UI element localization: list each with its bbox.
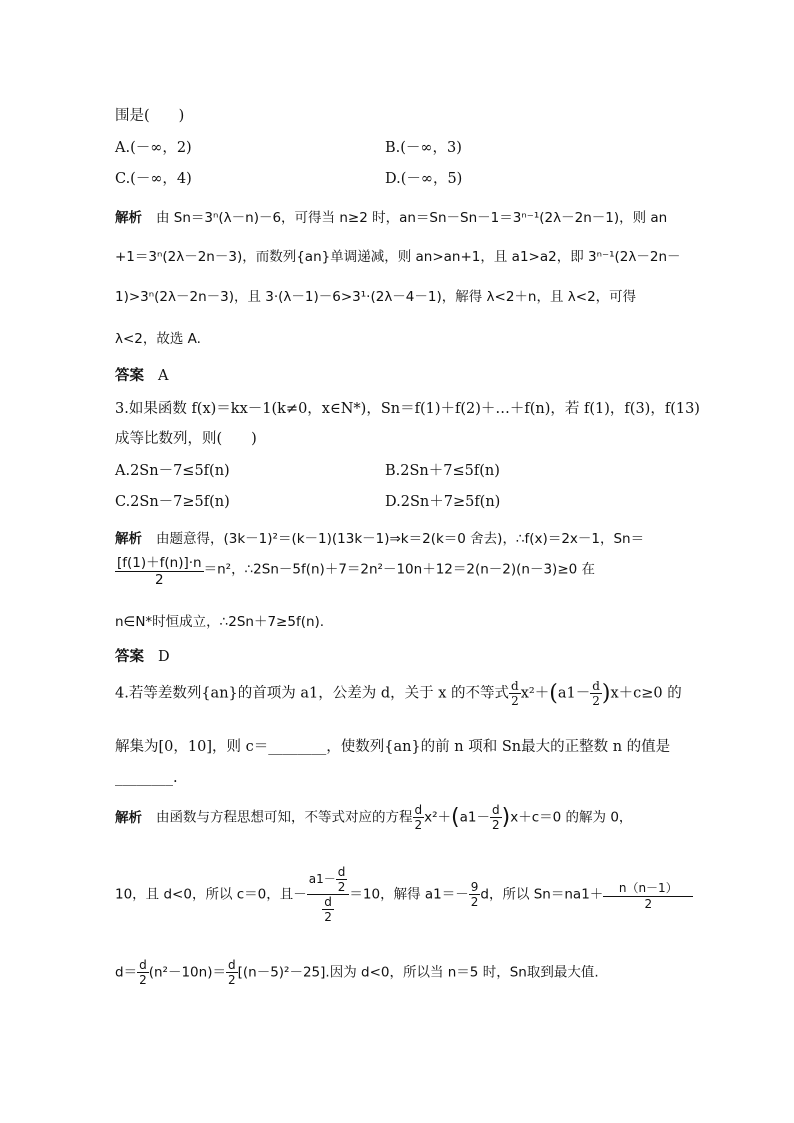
q2-analysis-line4: λ<2，故选 A. bbox=[115, 331, 201, 347]
analysis-text: x²＋ bbox=[424, 809, 452, 826]
analysis-text: 10，且 d<0，所以 c＝0，且－ bbox=[115, 886, 307, 903]
q3-analysis-line1 bbox=[115, 527, 644, 547]
fraction-denominator: 2 bbox=[337, 880, 346, 894]
analysis-text: [(n－5)²－25].因为 d<0，所以当 n＝5 时，Sn取到最大值. bbox=[237, 964, 599, 981]
analysis-text: a1－ bbox=[459, 809, 491, 826]
q4-stem-line2: 解集为[0，10]，则 c＝________，使数列{an}的前 n 项和 Sn最大的正整数 n 的值是 bbox=[115, 739, 671, 755]
analysis-text: 由函数与方程思想可知，不等式对应的方程 bbox=[156, 809, 413, 826]
q2-option-a: A.(－∞，2) bbox=[115, 140, 192, 156]
d-half-fraction-2 bbox=[226, 958, 238, 987]
fraction-numerator: d bbox=[226, 958, 238, 973]
fraction-denominator: 2 bbox=[644, 896, 653, 911]
q4-stem-line3: ________. bbox=[115, 770, 178, 786]
analysis-fraction-d2-b bbox=[490, 803, 502, 832]
nine-halves-fraction bbox=[469, 880, 481, 909]
q2-analysis-line3: 1)>3ⁿ(2λ－2n－3)，且 3·(λ－1)－6>3¹·(2λ－4－1)，解得 λ<2＋n，且 λ<2，可得 bbox=[115, 289, 637, 305]
numerator-text: a1－ bbox=[308, 872, 336, 886]
fraction-denominator: 2 bbox=[139, 973, 147, 987]
fraction-numerator: 9 bbox=[470, 880, 479, 894]
analysis-text: d，所以 Sn＝na1＋ bbox=[480, 886, 604, 903]
q3-option-a: A.2Sn－7≤5f(n) bbox=[115, 463, 230, 479]
q3-option-c: C.2Sn－7≥5f(n) bbox=[115, 494, 230, 510]
stem-fraction-d2-b bbox=[590, 679, 602, 708]
analysis-text: ＝10，解得 a1＝－ bbox=[349, 886, 469, 903]
fraction-numerator: d bbox=[322, 895, 334, 910]
fraction-denominator: 2 bbox=[324, 910, 332, 924]
answer-label: 答案 bbox=[115, 368, 144, 384]
q2-option-c: C.(－∞，4) bbox=[115, 171, 192, 187]
q3-analysis-line3: n∈N*时恒成立，∴2Sn＋7≥5f(n). bbox=[115, 614, 325, 630]
analysis-text: 由 Sn＝3ⁿ(λ－n)－6，可得当 n≥2 时，an＝Sn－Sn－1＝3ⁿ⁻¹(2λ－2n－1)，则 an bbox=[156, 210, 668, 226]
fraction-numerator: n（n－1） bbox=[603, 879, 693, 897]
q2-answer bbox=[115, 364, 168, 385]
sum-fraction bbox=[115, 551, 204, 588]
fraction-numerator: d bbox=[137, 958, 149, 973]
answer-value: D bbox=[158, 649, 170, 665]
fraction-numerator: [f(1)＋f(n)]·n bbox=[115, 551, 204, 572]
q3-stem-line2: 成等比数列，则( ) bbox=[115, 431, 257, 447]
stem-text: x²＋ bbox=[520, 685, 550, 702]
analysis-text: (n²－10n)＝ bbox=[148, 964, 226, 981]
fraction-denominator: 2 bbox=[592, 694, 600, 708]
paren-left: ( bbox=[549, 681, 558, 706]
q2-option-d: D.(－∞，5) bbox=[385, 171, 463, 187]
stem-text: x＋c≥0 的 bbox=[610, 685, 682, 702]
analysis-label: 解析 bbox=[115, 809, 142, 826]
q3-option-d: D.2Sn＋7≥5f(n) bbox=[385, 494, 501, 510]
stem-fraction-d2 bbox=[509, 679, 521, 708]
q4-analysis-line1 bbox=[115, 803, 632, 832]
stem-text: 4.若等差数列{an}的首项为 a1，公差为 d，关于 x 的不等式 bbox=[115, 685, 510, 702]
inner-fraction bbox=[322, 895, 334, 924]
n-fraction bbox=[603, 879, 693, 911]
q4-stem-line1 bbox=[115, 679, 682, 708]
fraction-numerator: d bbox=[490, 803, 502, 818]
fraction-numerator: d bbox=[511, 679, 519, 693]
analysis-label: 解析 bbox=[115, 531, 142, 547]
fraction-denominator: 2 bbox=[155, 572, 164, 588]
compound-numerator bbox=[307, 865, 350, 895]
fraction-denominator: 2 bbox=[227, 973, 236, 987]
answer-label: 答案 bbox=[115, 649, 144, 665]
paren-right: ) bbox=[601, 681, 611, 706]
fraction-numerator: d bbox=[413, 803, 425, 818]
compound-denominator bbox=[307, 895, 350, 924]
compound-fraction bbox=[307, 865, 350, 924]
fraction-numerator: d bbox=[592, 679, 600, 693]
analysis-text: ＝n²，∴2Sn－5f(n)＋7＝2n²－10n＋12＝2(n－2)(n－3)≥0 在 bbox=[203, 561, 596, 578]
fraction-numerator: d bbox=[336, 865, 348, 880]
analysis-text: 由题意得，(3k－1)²＝(k－1)(13k－1)⇒k＝2(k＝0 舍去)，∴f(x)＝2x－1，Sn＝ bbox=[156, 531, 645, 547]
inner-fraction bbox=[336, 865, 348, 894]
q3-analysis-line2 bbox=[115, 551, 595, 588]
q2-analysis-line2: +1＝3ⁿ(2λ－2n－3)，而数列{an}单调递减，则 an>an+1，且 a1>a2，即 3ⁿ⁻¹(2λ－2n－ bbox=[115, 249, 681, 265]
q3-option-b: B.2Sn＋7≤5f(n) bbox=[385, 463, 500, 479]
q2-analysis-line1 bbox=[115, 206, 667, 226]
fraction-denominator: 2 bbox=[414, 818, 423, 832]
q3-stem-line1: 3.如果函数 f(x)＝kx－1(k≠0，x∈N*)，Sn＝f(1)＋f(2)＋…＋f(n)，若 f(1)，f(3)，f(13) bbox=[115, 401, 700, 417]
fraction-denominator: 2 bbox=[470, 895, 479, 909]
fraction-denominator: 2 bbox=[511, 694, 519, 708]
q4-analysis-line3 bbox=[115, 958, 599, 987]
stem-text: a1－ bbox=[557, 685, 591, 702]
q3-answer bbox=[115, 645, 170, 666]
analysis-label: 解析 bbox=[115, 210, 142, 226]
d-half-fraction bbox=[137, 958, 149, 987]
paren-left: ( bbox=[451, 805, 460, 830]
q2-stem-tail: 围是( ) bbox=[115, 108, 185, 124]
q4-analysis-line2 bbox=[115, 865, 693, 924]
paren-right: ) bbox=[501, 805, 511, 830]
q2-option-b: B.(－∞，3) bbox=[385, 140, 462, 156]
fraction-denominator: 2 bbox=[492, 818, 500, 832]
analysis-text: x＋c＝0 的解为 0， bbox=[510, 809, 633, 826]
analysis-fraction-d2 bbox=[413, 803, 425, 832]
analysis-text: d＝ bbox=[115, 964, 138, 981]
answer-value: A bbox=[158, 368, 169, 384]
